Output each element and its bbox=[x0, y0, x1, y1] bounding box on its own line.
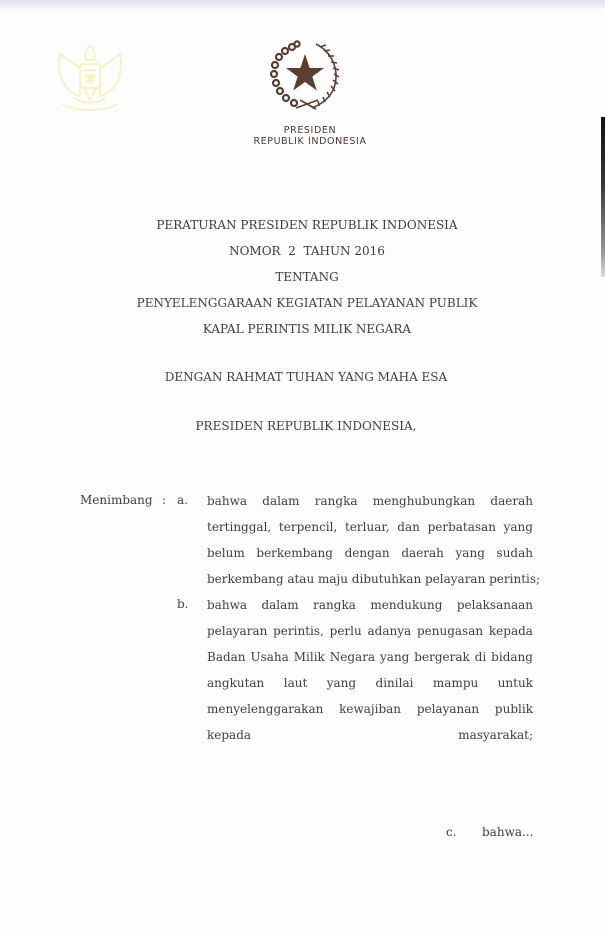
item-a-letter: a. bbox=[177, 493, 188, 507]
paragraph-line: Badan Usaha Milik Negara yang bergerak di bidang bbox=[207, 650, 533, 664]
garuda-watermark-icon bbox=[50, 34, 130, 118]
title-line-5: KAPAL PERINTIS MILIK NEGARA bbox=[202, 322, 412, 336]
paragraph-line: pelayaran perintis, perlu adanya penugasan kepada bbox=[207, 624, 533, 638]
letterhead bbox=[0, 125, 605, 147]
item-a-text bbox=[207, 488, 541, 592]
title-line-4: PENYELENGGARAAN KEGIATAN PELAYANAN PUBLIK bbox=[136, 296, 478, 310]
issuer: PRESIDEN REPUBLIK INDONESIA, bbox=[195, 419, 417, 433]
paragraph-line: angkutan laut yang dinilai mampu untuk bbox=[207, 676, 533, 690]
paragraph-line: bahwa dalam rangka menghubungkan daerah bbox=[207, 494, 533, 508]
scan-top-band bbox=[0, 0, 605, 10]
invocation: DENGAN RAHMAT TUHAN YANG MAHA ESA bbox=[164, 370, 448, 384]
letterhead-line-2: REPUBLIK INDONESIA bbox=[253, 136, 367, 147]
letterhead-line-1: PRESIDEN bbox=[283, 125, 337, 136]
paragraph-line: berkembang atau maju dibutuhkan pelayaran perintis; bbox=[207, 572, 541, 586]
item-b-text bbox=[207, 592, 533, 748]
paragraph-line: belum berkembang dengan daerah yang sudah bbox=[207, 546, 533, 560]
presidential-emblem-icon bbox=[268, 38, 342, 112]
paragraph-line: tertinggal, terpencil, terluar, dan perbatasan yang bbox=[207, 520, 533, 534]
continuation-text: bahwa... bbox=[482, 825, 534, 839]
next-item-letter: c. bbox=[446, 825, 457, 839]
regulation-title bbox=[0, 215, 605, 345]
menimbang-label: Menimbang bbox=[80, 493, 153, 507]
item-b-letter: b. bbox=[177, 597, 189, 611]
title-line-1: PERATURAN PRESIDEN REPUBLIK INDONESIA bbox=[156, 218, 458, 232]
title-line-3: TENTANG bbox=[275, 270, 339, 284]
title-line-2: NOMOR 2 TAHUN 2016 bbox=[229, 244, 385, 258]
paragraph-line: bahwa dalam rangka mendukung pelaksanaan bbox=[207, 598, 533, 612]
paragraph-line: menyelenggarakan kewajiban pelayanan publik bbox=[207, 702, 533, 716]
paragraph-line: kepada masyarakat; bbox=[207, 728, 533, 742]
menimbang-colon: : bbox=[162, 493, 167, 507]
